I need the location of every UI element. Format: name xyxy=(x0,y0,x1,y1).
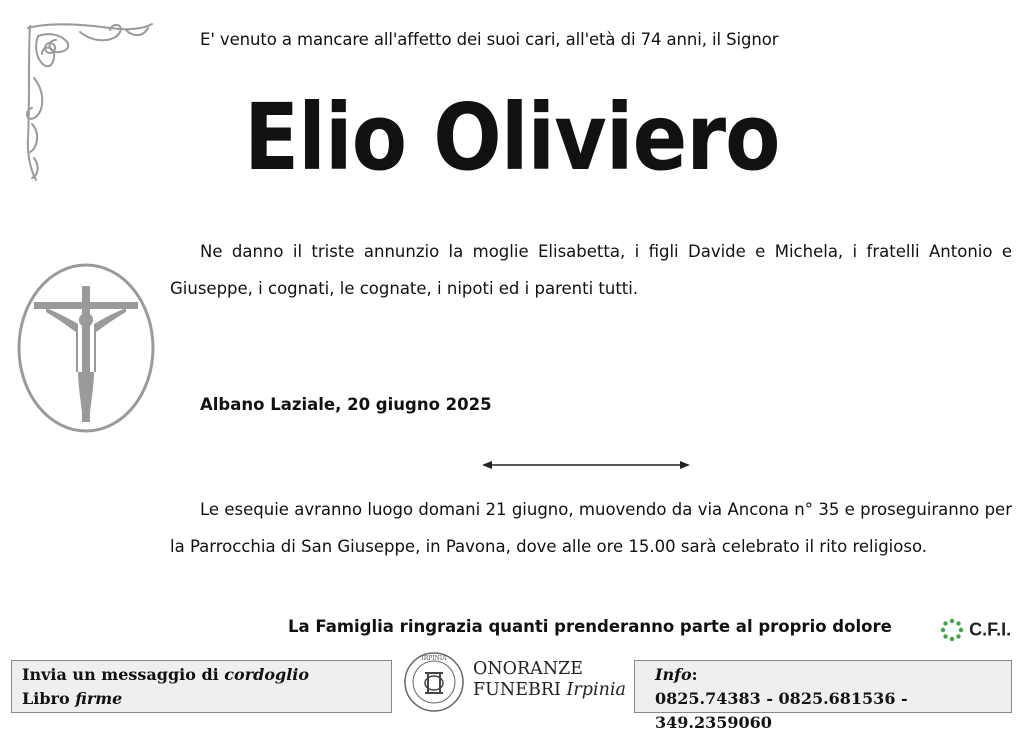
intro-text: E' venuto a mancare all'affetto dei suoi cari, all'età di 74 anni, il Signor xyxy=(200,30,779,49)
info-box: Info: 0825.74383 - 0825.681536 - 349.2359060 xyxy=(634,660,1012,713)
guestbook-link[interactable]: Libro firme xyxy=(22,689,123,708)
seal-top-text: IRPINIA xyxy=(421,655,447,662)
thanks-text: La Famiglia ringrazia quanti prenderanno parte al proprio dolore xyxy=(288,617,892,636)
info-label: Info xyxy=(655,665,692,684)
double-arrow-divider xyxy=(480,457,692,473)
cfi-label: C.F.I. xyxy=(969,619,1012,640)
place-date: Albano Laziale, 20 giugno 2025 xyxy=(200,395,492,414)
announcement-paragraph: Ne danno il triste annunzio la moglie Elisabetta, i figli Davide e Michela, i fratelli Antonio e Giuseppe, i cognati, le cognate, i nipoti ed i parenti tutti. xyxy=(170,242,1012,298)
cfi-dots-icon xyxy=(940,618,964,642)
crucifix-icon xyxy=(16,262,156,434)
info-phones[interactable]: 0825.74383 - 0825.681536 - 349.2359060 xyxy=(655,689,908,732)
funeral-paragraph: Le esequie avranno luogo domani 21 giugno, muovendo da via Ancona n° 35 e proseguiranno per la Parrocchia di San Giuseppe, in Pavona, dove alle ore 15.00 sarà celebrato il rito religioso. xyxy=(170,500,1012,556)
deceased-name: Elio Oliviero xyxy=(244,84,780,191)
cfi-badge xyxy=(940,618,1011,642)
condolence-emphasis: cordoglio xyxy=(224,665,310,684)
funeral-home-name: ONORANZE FUNEBRI Irpinia xyxy=(473,659,626,700)
condolence-box[interactable] xyxy=(11,660,392,713)
condolence-link[interactable]: Invia un messaggio di cordoglio xyxy=(22,665,310,684)
funeral-home-seal-icon xyxy=(403,651,465,713)
guestbook-emphasis: firme xyxy=(75,689,123,708)
